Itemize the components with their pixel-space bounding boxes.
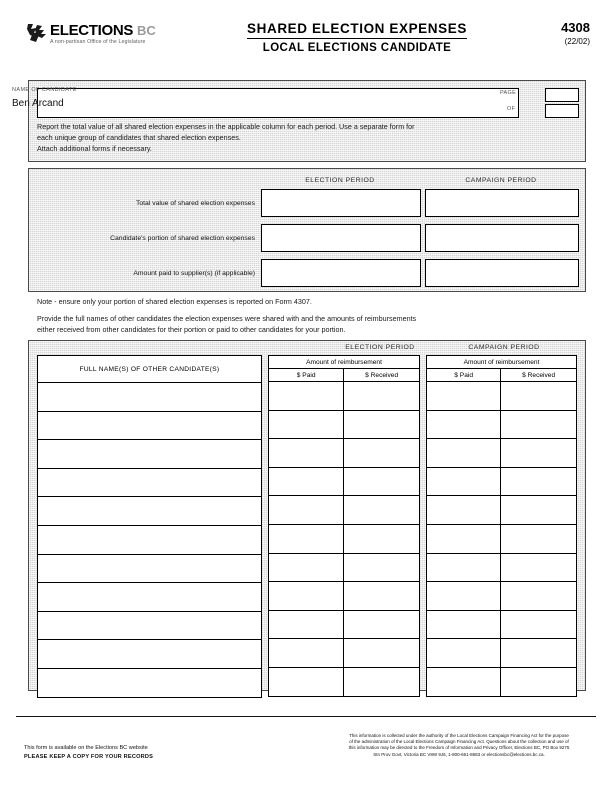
table-row [269, 496, 420, 525]
privacy-notice-line-4: Stn Prov Govt, Victoria BC V8W 9J6, 1-800-661-8683 or electionsbc@elections.bc.ca. [373, 751, 545, 757]
campaign-received-cell[interactable] [501, 496, 577, 525]
table-row [269, 667, 420, 696]
election-received-cell[interactable] [344, 553, 420, 582]
election-paid-cell[interactable] [269, 439, 344, 468]
campaign-reimbursement-header: Amount of reimbursement [427, 356, 577, 369]
table-row [427, 553, 577, 582]
form-title-block [232, 20, 482, 54]
form-title-secondary: LOCAL ELECTIONS CANDIDATE [262, 42, 452, 54]
table-row [38, 497, 262, 526]
election-paid-cell[interactable] [269, 382, 344, 411]
table-row [38, 668, 262, 697]
candidate-name-cell[interactable] [38, 497, 262, 526]
table-row [427, 582, 577, 611]
summary-column-header-campaign: CAMPAIGN PERIOD [465, 177, 537, 184]
campaign-paid-cell[interactable] [427, 382, 501, 411]
campaign-paid-cell[interactable] [427, 639, 501, 668]
elections-bc-logo [26, 22, 176, 52]
summary-amounts-panel [28, 168, 586, 292]
campaign-paid-cell[interactable] [427, 553, 501, 582]
campaign-paid-cell[interactable] [427, 524, 501, 553]
privacy-notice-line-2: of the administration of the Local Elections Campaign Financing Act. Questions about the collection and use of [349, 739, 569, 745]
campaign-received-cell[interactable] [501, 467, 577, 496]
table-row [269, 582, 420, 611]
campaign-period-table [426, 355, 577, 697]
page-label: PAGE [500, 90, 517, 96]
candidate-name-cell[interactable] [38, 611, 262, 640]
summary-input-suppliers-election[interactable] [261, 259, 421, 287]
table-row [38, 411, 262, 440]
privacy-notice-line-1: This information is collected under the authority of the Local Elections Campaign Financing Act for the purpose [349, 733, 569, 738]
privacy-notice-line-3: this information may be directed to the Freedom of Information and Privacy Officer, Elections BC, PO Box 9275 [348, 745, 570, 751]
note-line-2: Provide the full names of other candidates the election expenses were shared with and the amounts of reimbursements [37, 314, 417, 323]
election-paid-cell[interactable] [269, 639, 344, 668]
table-row [427, 639, 577, 668]
logo-word-elections: ELECTIONS [50, 22, 134, 39]
summary-column-header-election: ELECTION PERIOD [305, 177, 375, 184]
footer-left-block [24, 744, 284, 761]
page-of-field[interactable] [545, 104, 579, 118]
table-row [269, 610, 420, 639]
table-row [269, 410, 420, 439]
election-received-header: $ Received [344, 369, 420, 382]
table-header-full-names: FULL NAME(S) OF OTHER CANDIDATE(S) [38, 356, 262, 383]
campaign-paid-cell[interactable] [427, 582, 501, 611]
summary-input-suppliers-campaign[interactable] [425, 259, 579, 287]
logo-tagline: A non-partisan Office of the Legislature [50, 39, 146, 45]
other-candidates-panel [28, 340, 586, 691]
election-paid-cell[interactable] [269, 496, 344, 525]
logo-wordmark [50, 22, 156, 39]
candidate-name-value: Ben Arcand [12, 98, 64, 109]
election-received-cell[interactable] [344, 639, 420, 668]
candidate-name-cell[interactable] [38, 525, 262, 554]
table-row [269, 382, 420, 411]
table-row [269, 553, 420, 582]
summary-row-label-total: Total value of shared election expenses [135, 200, 255, 207]
candidate-name-cell[interactable] [38, 468, 262, 497]
election-received-cell[interactable] [344, 524, 420, 553]
candidate-name-field[interactable] [37, 88, 519, 118]
campaign-paid-cell[interactable] [427, 667, 501, 696]
campaign-received-cell[interactable] [501, 524, 577, 553]
election-reimbursement-header: Amount of reimbursement [269, 356, 420, 369]
candidate-names-table [37, 355, 262, 698]
campaign-paid-header: $ Paid [427, 369, 501, 382]
campaign-paid-cell[interactable] [427, 410, 501, 439]
footer-keep-copy-note: PLEASE KEEP A COPY FOR YOUR RECORDS [24, 753, 154, 760]
table-row [427, 382, 577, 411]
table-row [38, 583, 262, 612]
campaign-paid-cell[interactable] [427, 467, 501, 496]
note-line-1: Note - ensure only your portion of shared election expenses is reported on Form 4307. [37, 297, 312, 306]
form-number: 4308 [561, 20, 590, 35]
campaign-received-cell[interactable] [501, 582, 577, 611]
election-paid-cell[interactable] [269, 667, 344, 696]
campaign-received-header: $ Received [501, 369, 577, 382]
table-column-header-election: ELECTION PERIOD [345, 344, 415, 351]
campaign-received-cell[interactable] [501, 410, 577, 439]
election-received-cell[interactable] [344, 610, 420, 639]
candidate-name-cell[interactable] [38, 440, 262, 469]
election-paid-cell[interactable] [269, 610, 344, 639]
table-row [269, 524, 420, 553]
privacy-notice-block [330, 733, 588, 758]
instructions-line-2: each unique group of candidates that shared election expenses. [37, 133, 241, 142]
summary-input-total-election[interactable] [261, 189, 421, 217]
table-row [427, 410, 577, 439]
election-received-cell[interactable] [344, 467, 420, 496]
summary-input-portion-election[interactable] [261, 224, 421, 252]
table-row [38, 383, 262, 412]
campaign-received-cell[interactable] [501, 553, 577, 582]
table-row [269, 639, 420, 668]
logo-word-bc: BC [137, 23, 156, 38]
summary-input-portion-campaign[interactable] [425, 224, 579, 252]
note-line-3: either received from other candidates for their portion or paid to other candidates for your portion. [37, 325, 346, 334]
table-row [427, 610, 577, 639]
instructions-line-1: Report the total value of all shared election expenses in the applicable column for each period. Use a separate form for [37, 122, 415, 131]
table-row [38, 440, 262, 469]
table-row [269, 439, 420, 468]
campaign-received-cell[interactable] [501, 667, 577, 696]
election-received-cell[interactable] [344, 667, 420, 696]
page-number-field[interactable] [545, 88, 579, 102]
table-row [269, 467, 420, 496]
footer-availability-note: This form is available on the Elections BC website [24, 745, 148, 751]
table-row [427, 524, 577, 553]
table-row [427, 467, 577, 496]
table-row [38, 611, 262, 640]
form-title-primary: SHARED ELECTION EXPENSES [247, 21, 467, 39]
table-row [38, 554, 262, 583]
form-number-block [495, 20, 590, 46]
election-paid-cell[interactable] [269, 524, 344, 553]
candidate-name-label: NAME OF CANDIDATE [12, 87, 77, 93]
election-paid-cell[interactable] [269, 582, 344, 611]
election-paid-cell[interactable] [269, 553, 344, 582]
campaign-received-cell[interactable] [501, 382, 577, 411]
campaign-paid-cell[interactable] [427, 439, 501, 468]
table-column-header-campaign: CAMPAIGN PERIOD [468, 344, 540, 351]
summary-input-total-campaign[interactable] [425, 189, 579, 217]
candidate-name-cell[interactable] [38, 383, 262, 412]
form-revision-date: (22/02) [564, 37, 590, 46]
footer-divider [16, 716, 596, 717]
campaign-received-cell[interactable] [501, 639, 577, 668]
election-received-cell[interactable] [344, 382, 420, 411]
campaign-paid-cell[interactable] [427, 496, 501, 525]
summary-row-label-portion: Candidate's portion of shared election expenses [110, 235, 255, 242]
table-row [38, 525, 262, 554]
table-row [427, 667, 577, 696]
election-paid-cell[interactable] [269, 467, 344, 496]
form-header [0, 0, 612, 68]
table-row [38, 640, 262, 669]
campaign-received-cell[interactable] [501, 439, 577, 468]
candidate-name-cell[interactable] [38, 583, 262, 612]
table-row [427, 439, 577, 468]
page-of-label: OF [507, 106, 516, 112]
election-received-cell[interactable] [344, 496, 420, 525]
table-row [38, 468, 262, 497]
election-period-table [268, 355, 420, 697]
table-row [427, 496, 577, 525]
summary-row-label-suppliers: Amount paid to supplier(s) (if applicable) [133, 270, 255, 277]
candidate-name-cell[interactable] [38, 411, 262, 440]
candidate-name-cell[interactable] [38, 554, 262, 583]
instructions-line-3: Attach additional forms if necessary. [37, 144, 152, 153]
election-received-cell[interactable] [344, 582, 420, 611]
candidate-name-cell[interactable] [38, 668, 262, 697]
election-received-cell[interactable] [344, 410, 420, 439]
election-received-cell[interactable] [344, 439, 420, 468]
instructions-text [37, 121, 577, 154]
election-paid-cell[interactable] [269, 410, 344, 439]
campaign-received-cell[interactable] [501, 610, 577, 639]
candidate-name-cell[interactable] [38, 640, 262, 669]
elections-bc-logo-mark [26, 23, 48, 43]
election-paid-header: $ Paid [269, 369, 344, 382]
campaign-paid-cell[interactable] [427, 610, 501, 639]
